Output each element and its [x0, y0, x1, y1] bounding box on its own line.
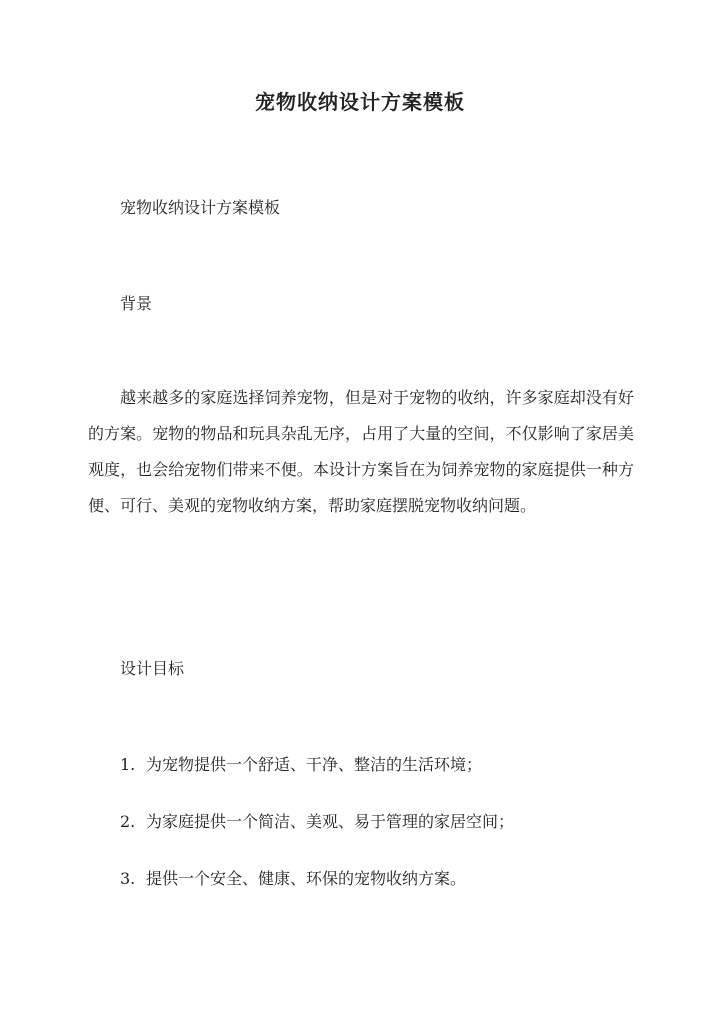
goals-list — [120, 747, 640, 918]
section-heading-background: 背景 — [120, 294, 153, 313]
goal-number: 3. — [120, 869, 136, 888]
goal-item — [120, 804, 640, 840]
goal-number: 2. — [120, 812, 136, 831]
background-paragraph: 越来越多的家庭选择饲养宠物，但是对于宠物的收纳，许多家庭却没有好的方案。宠物的物品和玩具杂乱无序，占用了大量的空间，不仅影响了家居美观度，也会给宠物们带来不便。本设计方案旨在为饲养宠物的家庭提供一种方便、可行、美观的宠物收纳方案，帮助家庭摆脱宠物收纳问题。 — [88, 388, 634, 515]
goal-number: 1. — [120, 755, 136, 774]
goal-text: 为宠物提供一个舒适、干净、整洁的生活环境； — [146, 755, 483, 774]
document-subtitle: 宠物收纳设计方案模板 — [120, 198, 281, 217]
goal-item — [120, 747, 640, 783]
goal-item — [120, 861, 640, 897]
document-title: 宠物收纳设计方案模板 — [255, 90, 465, 114]
section-heading-goals: 设计目标 — [120, 659, 185, 678]
goal-text: 为家庭提供一个简洁、美观、易于管理的家居空间； — [146, 812, 515, 831]
goal-text: 提供一个安全、健康、环保的宠物收纳方案。 — [146, 869, 467, 888]
